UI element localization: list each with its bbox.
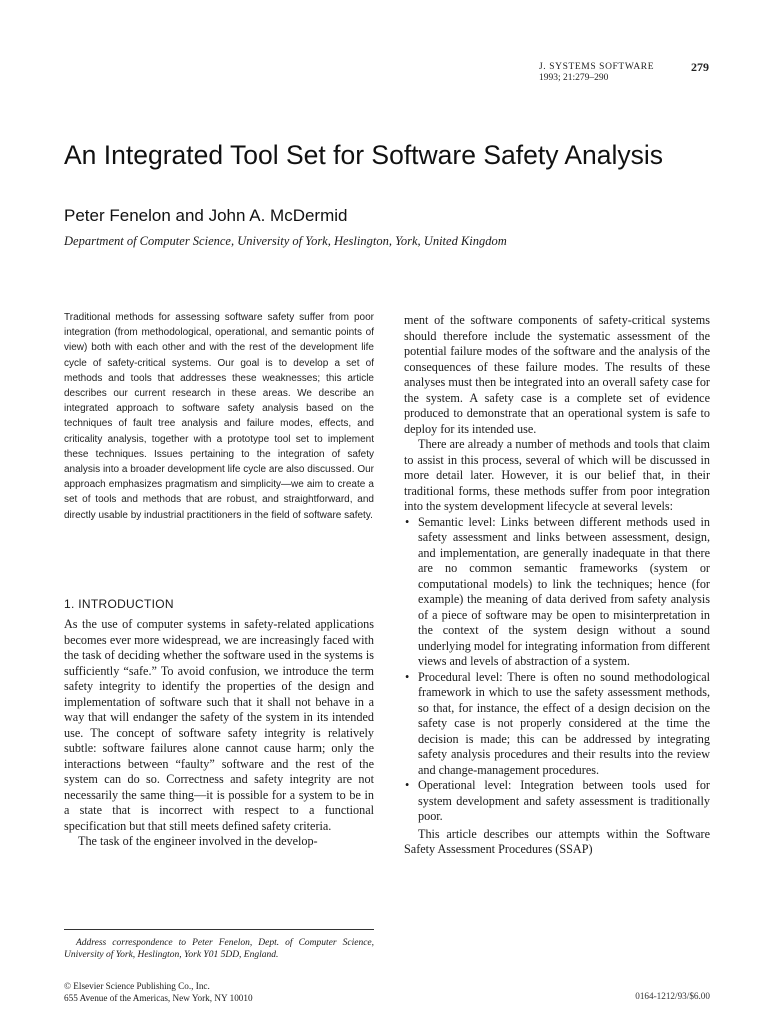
author-affiliation: Department of Computer Science, University of York, Heslington, York, United Kingdom: [64, 234, 507, 248]
paragraph: There are already a number of methods and tools that claim to assist in this process, several of which will be discussed in more detail later. However, it is our belief that, in their traditional forms, these methods suffer from poor integration into the system development lifecycle at several levels:: [404, 437, 710, 513]
journal-name: J. SYSTEMS SOFTWARE: [539, 62, 655, 72]
section-heading-introduction: 1. INTRODUCTION: [64, 597, 174, 611]
list-item-text: Operational level: Integration between tools used for system development and safety assessment is traditionally poor.: [418, 778, 710, 823]
issn-code: 0164-1212/93/$6.00: [635, 991, 710, 1001]
bullet-icon: •: [405, 778, 410, 792]
footnote-text: Address correspondence to Peter Fenelon, Dept. of Computer Science, University of York, Heslington, York Y01 5DD, England.: [64, 938, 374, 960]
bullet-icon: •: [405, 669, 410, 684]
footnote-rule: [64, 929, 374, 930]
article-authors: Peter Fenelon and John A. McDermid: [64, 206, 348, 225]
introduction-body: [64, 617, 374, 850]
list-item: [404, 670, 710, 779]
list-item: [404, 778, 710, 825]
list-item-text: Semantic level: Links between different methods used in safety assessment and links between assessment, design, and implementation, are generally inadequate in that there are no common semantic frameworks (system or computational models) to link the techniques; hence (for example) the meaning of data derived from safety analysis of a piece of software may be open to misinterpretation in the context of the system design without a sound underlying model for integrating information from different views and levels of abstraction of a system.: [418, 514, 710, 668]
publisher-copyright: © Elsevier Science Publishing Co., Inc.: [64, 981, 210, 991]
article-title: An Integrated Tool Set for Software Safety Analysis: [64, 140, 664, 170]
footnote: [64, 937, 374, 961]
paragraph: ment of the software components of safety-critical systems should therefore include the systematic assessment of the potential failure modes of the software and the analysis of the consequences of these failure modes. The results of these analyses must then be integrated into an overall safety case for the system. A safety case is a complete set of evidence produced to demonstrate that an operational system is safe to deploy for its intended use.: [404, 313, 710, 436]
page-number: 279: [691, 60, 709, 74]
list-item: [404, 515, 710, 670]
publisher-info: [64, 981, 424, 1004]
bullet-icon: •: [405, 514, 410, 529]
abstract: [64, 310, 374, 523]
publisher-address: 655 Avenue of the Americas, New York, NY 10010: [64, 992, 253, 1003]
list-item-text: Procedural level: There is often no sound methodological framework in which to use the safety assessment methods, so that, for instance, the effect of a design decision on the safety case is not properly considered at the time the decision is made; this can be addressed by integrating safety analysis procedures and their results into the review and change-management procedures.: [418, 669, 710, 777]
paragraph: The task of the engineer involved in the develop-: [78, 834, 318, 848]
journal-citation: 1993; 21:279–290: [539, 73, 609, 83]
paragraph: As the use of computer systems in safety-related applications becomes ever more widespread, we are increasingly faced with the task of deciding whether the software used in the systems is sufficiently “safe.” To avoid confusion, we introduce the term safety integrity to identify the properties of the design and implementation of software such that it shall not behave in a way that will endanger the safety of the system in its intended use. The concept of software safety integrity is relatively subtle: software failures alone cannot cause harm; only the interactions between “faulty” software and the rest of the system can do so. Correctness and safety integrity are not necessarily the same thing—it is possible for a system to be in a state that is incorrect with respect to a functional specification but that still meets defined safety criteria.: [64, 617, 374, 833]
paragraph: This article describes our attempts within the Software Safety Assessment Procedures (SSAP): [404, 826, 710, 856]
integration-levels-list: [404, 515, 710, 825]
abstract-text: Traditional methods for assessing software safety suffer from poor integration (from methodological, operational, and semantic points of view) both with each other and with the rest of the development life cycle of safety-critical systems. Our goal is to develop a set of methods and tools that addresses these weaknesses; this article describes our current research in these areas. We describe an integrated approach to software safety analysis based on the techniques of fault tree analysis and failure modes, effects, and criticality analysis, together with a prototype tool set to implement these techniques. Issues pertaining to the integration of safety analysis into a broader development life cycle are also discussed. Our approach emphasizes pragmatism and simplicity—we aim to create a set of tools and methods that are robust, and straightforward, and directly usable by industrial practitioners in the field of software safety.: [64, 312, 374, 521]
journal-header: [539, 62, 709, 84]
right-column-body: [404, 313, 710, 858]
